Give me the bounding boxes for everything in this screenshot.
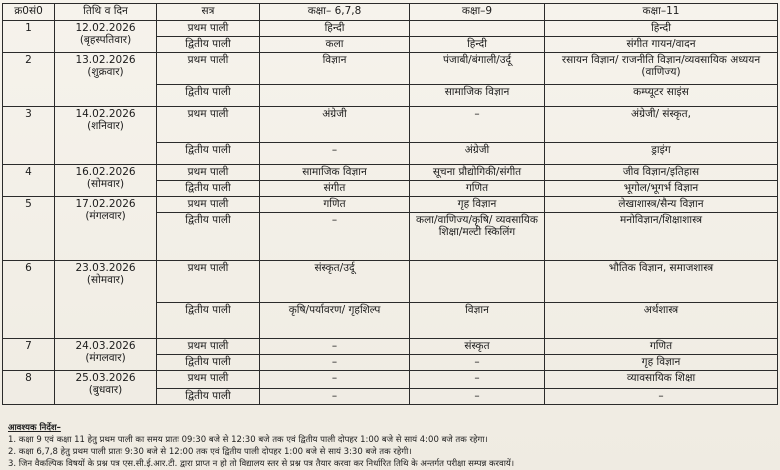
table-row	[3, 53, 778, 85]
serial-number: 8	[3, 371, 55, 405]
table-row	[3, 261, 778, 303]
session-cell: द्वितीय पाली	[157, 143, 260, 165]
class-9-subject: अंग्रेजी	[410, 143, 545, 165]
class-11-subject: भौतिक विज्ञान, समाजशास्त्र	[545, 261, 778, 303]
class-9-subject: हिन्दी	[410, 37, 545, 53]
table-header-row	[3, 4, 778, 21]
date-text: 13.02.2026	[75, 54, 136, 66]
session-cell: प्रथम पाली	[157, 21, 260, 37]
class-9-subject: विज्ञान	[410, 303, 545, 339]
instructions-section	[8, 422, 778, 470]
class-678-subject: –	[260, 371, 410, 389]
class-9-subject: –	[410, 355, 545, 371]
instructions-heading: आवश्यक निर्देश–	[8, 423, 61, 433]
session-cell: द्वितीय पाली	[157, 181, 260, 197]
class-9-subject: गणित	[410, 181, 545, 197]
class-678-subject: कला	[260, 37, 410, 53]
session-cell: द्वितीय पाली	[157, 37, 260, 53]
serial-number: 3	[3, 107, 55, 165]
date-text: 14.02.2026	[75, 108, 136, 120]
date-cell	[55, 21, 157, 53]
header-session: सत्र	[157, 4, 260, 21]
class-11-subject: हिन्दी	[545, 21, 778, 37]
class-11-subject: गणित	[545, 339, 778, 355]
header-class-9: कक्षा–9	[410, 4, 545, 21]
serial-number: 4	[3, 165, 55, 197]
table-row	[3, 165, 778, 181]
class-9-subject: –	[410, 371, 545, 389]
date-cell	[55, 107, 157, 165]
class-678-subject: कृषि/पर्यावरण/ गृहशिल्प	[260, 303, 410, 339]
class-678-subject: –	[260, 389, 410, 405]
session-cell: द्वितीय पाली	[157, 389, 260, 405]
header-sno: क्र0सं0	[3, 4, 55, 21]
date-text: 16.02.2026	[75, 166, 136, 178]
class-11-subject: अर्थशास्त्र	[545, 303, 778, 339]
class-11-subject: व्यावसायिक शिक्षा	[545, 371, 778, 389]
header-class-11: कक्षा–11	[545, 4, 778, 21]
class-11-subject: मनोविज्ञान/शिक्षाशास्त्र	[545, 213, 778, 261]
serial-number: 2	[3, 53, 55, 107]
day-text: (बुधवार)	[88, 384, 123, 396]
class-678-subject: संस्कृत/उर्दू	[260, 261, 410, 303]
exam-schedule-table	[2, 3, 778, 405]
class-11-subject: गृह विज्ञान	[545, 355, 778, 371]
class-9-subject	[410, 21, 545, 37]
day-text: (सोमवार)	[86, 274, 125, 286]
day-text: (मंगलवार)	[85, 210, 126, 222]
serial-number: 5	[3, 197, 55, 261]
table-row	[3, 371, 778, 389]
class-9-subject: कला/वाणिज्य/कृषि/ व्यवसायिक शिक्षा/मल्टी स्किलिंग	[410, 213, 545, 261]
class-11-subject: रसायन विज्ञान/ राजनीति विज्ञान/व्यवसायिक अध्ययन (वाणिज्य)	[545, 53, 778, 85]
class-678-subject: हिन्दी	[260, 21, 410, 37]
class-11-subject: अंग्रेजी/ संस्कृत,	[545, 107, 778, 143]
class-9-subject	[410, 261, 545, 303]
class-678-subject: अंग्रेजी	[260, 107, 410, 143]
session-cell: प्रथम पाली	[157, 261, 260, 303]
date-text: 23.03.2026	[75, 262, 136, 274]
class-11-subject: कम्प्यूटर साइंस	[545, 85, 778, 107]
day-text: (बृहस्पतिवार)	[79, 34, 132, 46]
instruction-line: 2. कक्षा 6,7,8 हेतु प्रथम पाली प्रातः 9:30 बजे से 12:00 तक एवं द्वितीय पाली दोपहर 1:00 बजे से सायं 3:30 बजे तक रहेगी।	[8, 447, 412, 457]
date-text: 12.02.2026	[75, 22, 136, 34]
session-cell: प्रथम पाली	[157, 339, 260, 355]
serial-number: 1	[3, 21, 55, 53]
session-cell: द्वितीय पाली	[157, 85, 260, 107]
table-row	[3, 107, 778, 143]
date-cell	[55, 371, 157, 405]
session-cell: प्रथम पाली	[157, 107, 260, 143]
instruction-line: 3. जिन वैकल्पिक विषयों के प्रश्न पत्र एस.सी.ई.आर.टी. द्वारा प्राप्त न हो तो विद्यालय स्तर से प्रश्न पत्र तैयार करवा कर निर्धारित तिथि के अन्तर्गत परीक्षा सम्पन्न करवायें।	[8, 459, 515, 469]
session-cell: प्रथम पाली	[157, 197, 260, 213]
date-cell	[55, 53, 157, 107]
class-678-subject: सामाजिक विज्ञान	[260, 165, 410, 181]
class-9-subject: संस्कृत	[410, 339, 545, 355]
class-678-subject	[260, 85, 410, 107]
class-11-subject: –	[545, 389, 778, 405]
class-11-subject: संगीत गायन/वादन	[545, 37, 778, 53]
session-cell: द्वितीय पाली	[157, 213, 260, 261]
day-text: (सोमवार)	[86, 178, 125, 190]
session-cell: प्रथम पाली	[157, 371, 260, 389]
class-9-subject: सूचना प्रौद्योगिकी/संगीत	[410, 165, 545, 181]
class-11-subject: ड्राइंग	[545, 143, 778, 165]
date-cell	[55, 197, 157, 261]
day-text: (मंगलवार)	[85, 352, 126, 364]
class-11-subject: जीव विज्ञान/इतिहास	[545, 165, 778, 181]
class-678-subject: –	[260, 355, 410, 371]
class-11-subject: लेखाशास्त्र/सैन्य विज्ञान	[545, 197, 778, 213]
date-text: 24.03.2026	[75, 340, 136, 352]
day-text: (शुक्रवार)	[87, 66, 124, 78]
header-date: तिथि व दिन	[55, 4, 157, 21]
date-cell	[55, 261, 157, 339]
date-cell	[55, 165, 157, 197]
class-9-subject: पंजाबी/बंगाली/उर्दू	[410, 53, 545, 85]
serial-number: 7	[3, 339, 55, 371]
table-row	[3, 197, 778, 213]
session-cell: प्रथम पाली	[157, 165, 260, 181]
instruction-line: 1. कक्षा 9 एवं कक्षा 11 हेतु प्रथम पाली का समय प्रातः 09:30 बजे से 12:30 बजे तक एवं द्वितीय पाली दोपहर 1:00 बजे से सायं 4:00 बजे तक रहेगा।	[8, 435, 488, 445]
date-text: 25.03.2026	[75, 372, 136, 384]
class-9-subject: –	[410, 389, 545, 405]
class-678-subject: संगीत	[260, 181, 410, 197]
class-678-subject: –	[260, 339, 410, 355]
session-cell: द्वितीय पाली	[157, 303, 260, 339]
class-678-subject: –	[260, 143, 410, 165]
serial-number: 6	[3, 261, 55, 339]
header-class-678: कक्षा– 6,7,8	[260, 4, 410, 21]
class-678-subject: गणित	[260, 197, 410, 213]
session-cell: द्वितीय पाली	[157, 355, 260, 371]
class-678-subject: विज्ञान	[260, 53, 410, 85]
table-row	[3, 21, 778, 37]
date-cell	[55, 339, 157, 371]
class-678-subject: –	[260, 213, 410, 261]
class-11-subject: भूगोल/भूगर्भ विज्ञान	[545, 181, 778, 197]
table-row	[3, 339, 778, 355]
day-text: (शनिवार)	[87, 120, 124, 132]
class-9-subject: गृह विज्ञान	[410, 197, 545, 213]
class-9-subject: –	[410, 107, 545, 143]
date-text: 17.02.2026	[75, 198, 136, 210]
class-9-subject: सामाजिक विज्ञान	[410, 85, 545, 107]
session-cell: प्रथम पाली	[157, 53, 260, 85]
